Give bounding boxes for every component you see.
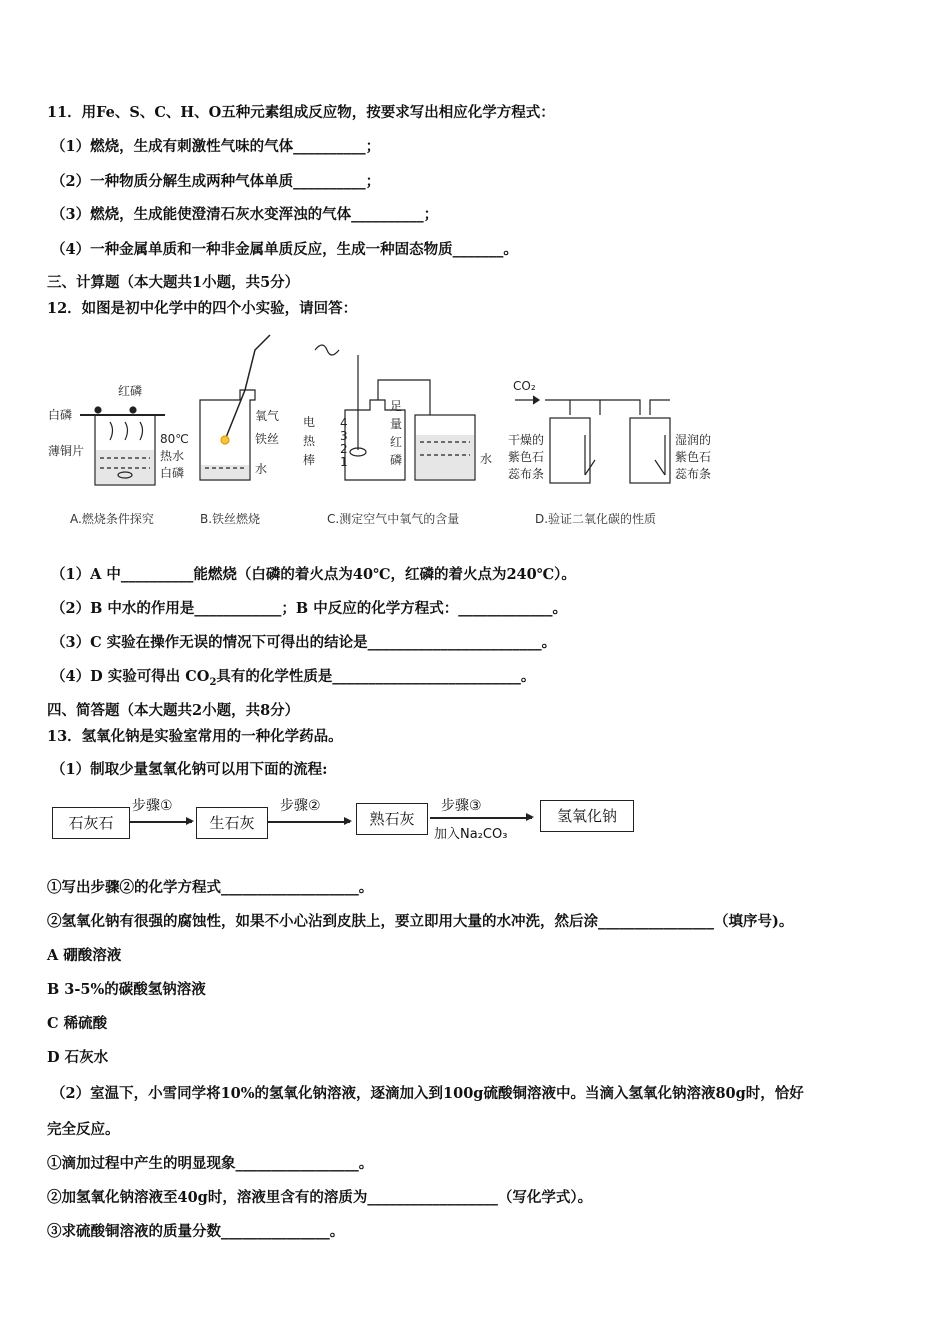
q13-q2: ②氢氧化钠有很强的腐蚀性，如果不小心沾到皮肤上，要立即用大量的水冲洗，然后涂________________（填序号)。 (47, 913, 794, 930)
label-zu: 足 (390, 399, 403, 413)
label-hot-water: 热水 (160, 449, 185, 463)
label-wet-3: 蕊布条 (675, 467, 712, 481)
q13-part2-line1: （2）室温下，小雪同学将10%的氢氧化钠溶液，逐滴加入到100g硫酸铜溶液中。当滴入氢氧化钠溶液80g时，恰好 (51, 1085, 804, 1102)
mark-2: 2 (340, 442, 348, 456)
flow-box-limestone: 石灰石 (52, 807, 130, 839)
q11-item-4: （4）一种金属单质和一种非金属单质反应，生成一种固态物质_______。 (51, 241, 518, 258)
label-co2: CO₂ (513, 379, 536, 393)
flow-step-1: 步骤① (132, 798, 173, 814)
flow-box-slaked-lime: 熟石灰 (356, 803, 428, 835)
label-wet-2: 紫色石 (675, 450, 712, 464)
q13-part1: （1）制取少量氢氧化钠可以用下面的流程: (51, 761, 328, 778)
experiment-a (80, 407, 165, 485)
label-oxygen: 氧气 (255, 409, 280, 423)
section3-heading: 三、计算题（本大题共1小题，共5分） (47, 274, 300, 291)
flow-step-3-note: 加入Na₂CO₃ (434, 827, 508, 842)
q13-option-b: B 3-5%的碳酸氢钠溶液 (47, 981, 206, 998)
label-dry-3: 蕊布条 (508, 467, 545, 481)
flow-diagram (52, 795, 642, 843)
label-water-c: 水 (480, 452, 493, 466)
q12-item-4-rest: 具有的化学性质是__________________________。 (216, 668, 536, 685)
caption-a: A.燃烧条件探究 (70, 512, 154, 526)
q13-part2-q1: ①滴加过程中产生的明显现象_________________。 (47, 1155, 374, 1172)
label-dry-2: 紫色石 (508, 450, 545, 464)
q13-part2-q2: ②加氢氧化钠溶液至40g时，溶液里含有的溶质为__________________（写化学式）。 (47, 1189, 593, 1206)
q12-item-1: （1）A 中__________能燃烧（白磷的着火点为40℃，红磷的着火点为240℃）。 (51, 566, 576, 583)
caption-c: C.测定空气中氧气的含量 (327, 512, 460, 526)
mark-3: 3 (340, 429, 348, 443)
caption-d: D.验证二氧化碳的性质 (535, 512, 657, 526)
label-lin: 磷 (390, 453, 403, 467)
mark-4: 4 (340, 416, 348, 430)
q13-part2-line2: 完全反应。 (47, 1121, 120, 1138)
q13-part2-q3: ③求硫酸铜溶液的质量分数_______________。 (47, 1223, 345, 1240)
label-liang: 量 (390, 417, 403, 431)
q11-item-2: （2）一种物质分解生成两种气体单质__________； (51, 173, 381, 190)
label-80c: 80℃ (160, 432, 189, 446)
label-rod: 棒 (303, 453, 316, 467)
label-hong: 红 (390, 435, 403, 449)
flow-step-2: 步骤② (280, 798, 321, 814)
flow-box-naoh: 氢氧化钠 (540, 800, 634, 832)
q12-item-4-text: （4）D 实验可得出 CO (51, 668, 210, 685)
label-wet-1: 湿润的 (675, 433, 712, 447)
caption-b: B.铁丝燃烧 (200, 512, 261, 526)
experiment-figure (40, 330, 720, 530)
flow-arrow-3 (430, 817, 532, 819)
label-dry-1: 干燥的 (508, 433, 545, 447)
label-electric: 电 (303, 415, 316, 429)
q13-q1: ①写出步骤②的化学方程式___________________。 (47, 879, 374, 896)
q12-item-4-sub: 2 (209, 676, 217, 688)
q11-stem: 11．用Fe、S、C、H、O五种元素组成反应物，按要求写出相应化学方程式： (47, 104, 555, 121)
q13-option-a: A 硼酸溶液 (47, 947, 122, 964)
label-copper-sheet: 薄铜片 (48, 444, 85, 458)
label-water-b: 水 (255, 462, 268, 476)
q12-item-4 (51, 667, 535, 693)
label-heat: 热 (303, 434, 316, 448)
flow-box-quicklime: 生石灰 (196, 807, 268, 839)
experiment-b (200, 335, 270, 480)
mark-1: 1 (340, 455, 348, 469)
q11-item-1: （1）燃烧，生成有刺激性气味的气体__________； (51, 138, 381, 155)
flow-arrow-1 (130, 821, 192, 823)
label-iron-wire: 铁丝 (255, 432, 280, 446)
flow-step-3: 步骤③ (441, 798, 482, 814)
label-red-phosphorus: 红磷 (118, 384, 143, 398)
label-white-phosphorus-top: 白磷 (48, 408, 73, 422)
q12-stem: 12．如图是初中化学中的四个小实验，请回答： (47, 300, 358, 317)
q12-item-2: （2）B 中水的作用是____________；B 中反应的化学方程式：_____________。 (51, 600, 567, 617)
label-white-phosphorus-bottom: 白磷 (160, 466, 185, 480)
q11-item-3: （3）燃烧，生成能使澄清石灰水变浑浊的气体__________； (51, 206, 439, 223)
q13-stem: 13．氢氧化钠是实验室常用的一种化学药品。 (47, 728, 343, 745)
q13-option-c: C 稀硫酸 (47, 1015, 108, 1032)
flow-arrow-2 (268, 821, 350, 823)
q12-item-3: （3）C 实验在操作无误的情况下可得出的结论是________________________。 (51, 634, 557, 651)
section4-heading: 四、简答题（本大题共2小题，共8分） (47, 702, 300, 719)
q13-option-d: D 石灰水 (47, 1049, 109, 1066)
